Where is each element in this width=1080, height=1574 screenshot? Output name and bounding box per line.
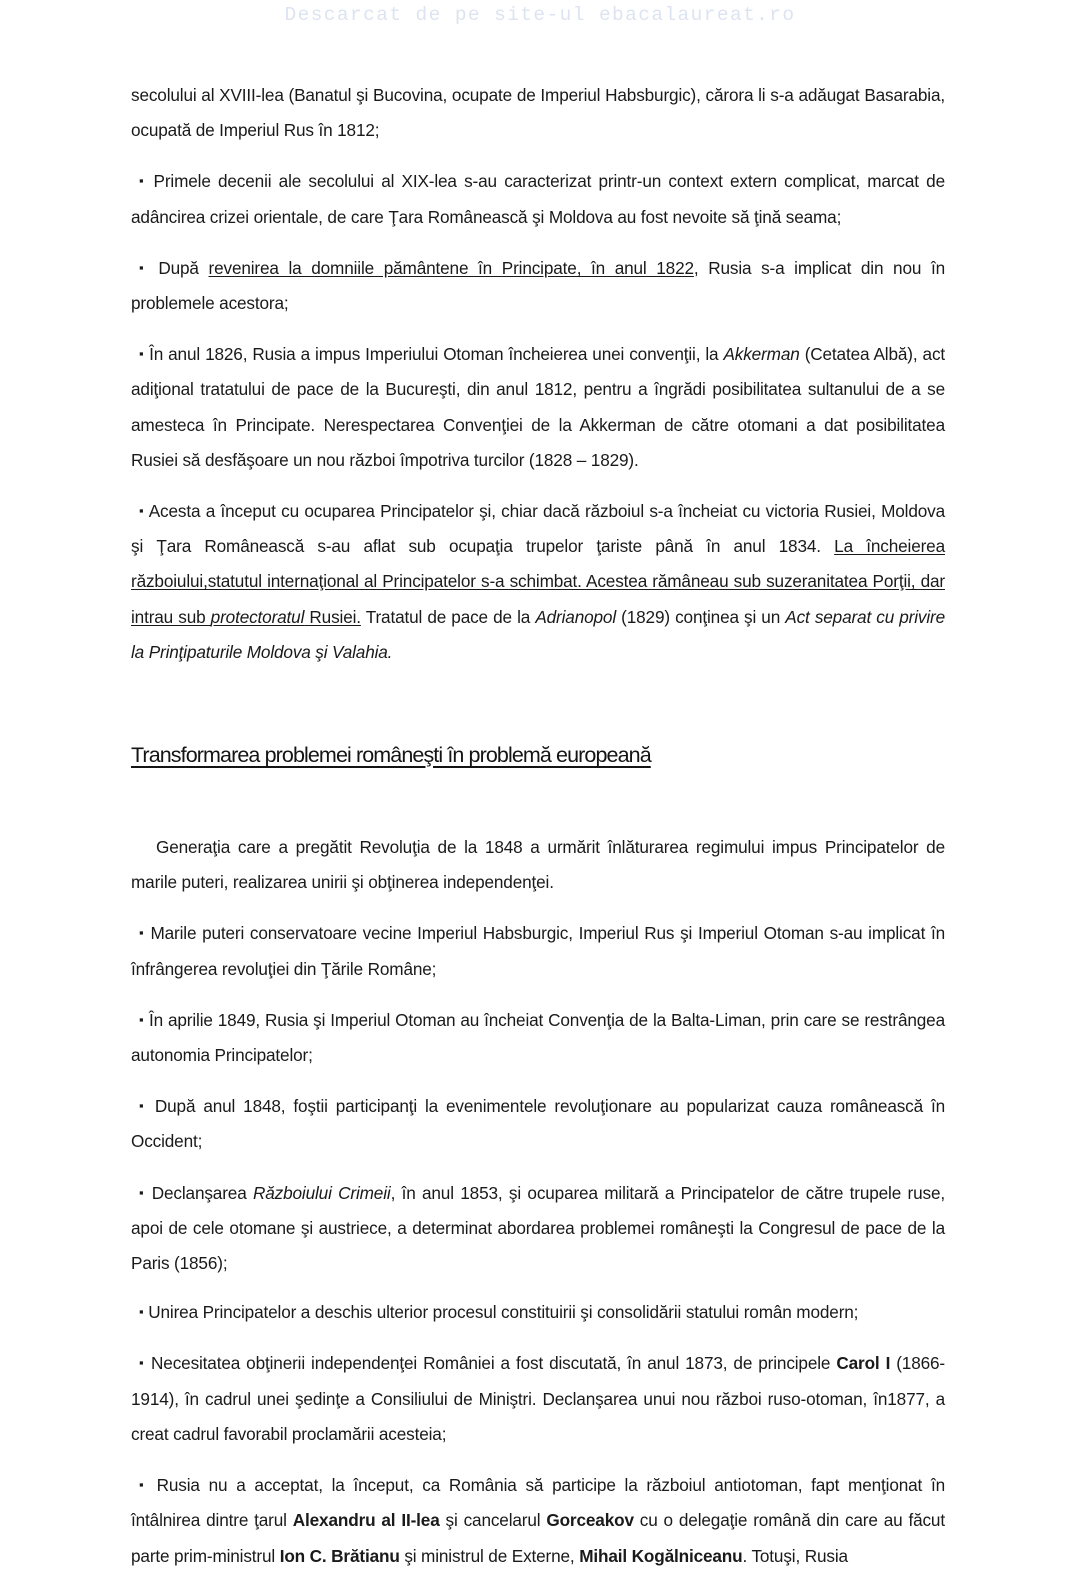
bullet-marker-icon: ▪ xyxy=(139,346,145,362)
underlined-phrase-domnii-pamantene: revenirea la domniile pământene în Principate, în anul 1822 xyxy=(208,257,694,278)
bullet-paragraph-conventia-akkerman xyxy=(131,336,945,478)
paragraph-text: În aprilie 1849, Rusia şi Imperiul Otoman au încheiat Convenţia de la Balta-Liman, prin care se restrângea autonomia Principatelor; xyxy=(131,1009,946,1066)
bold-name-gorceakov: Gorceakov xyxy=(546,1510,634,1531)
bullet-paragraph-balta-liman xyxy=(131,1002,945,1073)
bullet-marker-icon: ▪ xyxy=(139,259,149,275)
paragraph-text: Declanşarea xyxy=(151,1182,253,1203)
paragraph-text: şi cancelarul xyxy=(439,1510,547,1531)
bullet-paragraph-dupa-1848 xyxy=(131,1088,945,1159)
bullet-marker-icon: ▪ xyxy=(139,1011,144,1027)
underlined-phrase-rusiei: Rusiei. xyxy=(304,606,361,627)
underlined-italic-protectoratul: protectoratul xyxy=(210,606,305,627)
underlined-phrase-statut-international: La încheierea războiului,statutul internaţional al Principatelor s-a schimbat. Acestea rămâneau sub suzeranitatea Porţii, dar intrau sub xyxy=(131,536,945,627)
bullet-paragraph-primele-decenii xyxy=(131,163,945,234)
bullet-paragraph-razboiul-crimeii xyxy=(131,1175,945,1282)
bullet-paragraph-independenta-carol xyxy=(131,1345,945,1452)
paragraph-text: Tratatul de pace de la xyxy=(360,606,536,627)
paragraph-text: Generaţia care a pregătit Revoluţia de la 1848 a urmărit înlăturarea regimului impus Principatelor de marile puteri, realizarea unirii şi obţinerea independenţei. xyxy=(131,837,945,893)
bold-name-mihail-kogalniceanu: Mihail Kogălniceanu xyxy=(579,1545,743,1566)
paragraph-text: Unirea Principatelor a deschis ulterior procesul constituirii şi consolidării statului român modern; xyxy=(148,1302,859,1323)
paragraph-text: , Rusia s-a implicat din nou în problemele acestora; xyxy=(131,257,945,314)
paragraph-text: Marile puteri conservatoare vecine Imperiul Habsburgic, Imperiul Rus şi Imperiul Otoman s-au implicat în înfrângerea revoluţiei din Ţările Române; xyxy=(131,923,945,979)
bullet-marker-icon: ▪ xyxy=(139,1477,148,1493)
bullet-paragraph-unirea-principatelor xyxy=(131,1294,945,1330)
bold-name-alexandru-al-ii-lea: Alexandru al II-lea xyxy=(292,1510,440,1531)
paragraph-text: Acesta a început cu ocuparea Principatelor şi, chiar dacă războiul s-a încheiat cu victoria Rusiei, Moldova şi Ţara Românească s-au aflat sub ocupaţia trupelor ţariste până în anul 1834. xyxy=(131,501,945,557)
bullet-paragraph-dupa-revenirea xyxy=(131,250,945,321)
paragraph-generatia-1848 xyxy=(131,830,945,900)
paragraph-text: . Totuşi, Rusia xyxy=(742,1545,848,1566)
paragraph-text: şi ministrul de Externe, xyxy=(399,1545,580,1566)
bullet-marker-icon: ▪ xyxy=(139,173,147,189)
bullet-marker-icon: ▪ xyxy=(139,1184,146,1200)
italic-term-akkerman: Akkerman xyxy=(723,344,800,365)
paragraph-text: Necesitatea obţinerii independenţei României a fost discutată, în anul 1873, de principele xyxy=(151,1353,837,1374)
paragraph-text: (Cetatea Albă), act adiţional tratatului de pace de la Bucureşti, din anul 1812, pentru a îngrădi posibilitatea sultanului de a se amesteca în Principate. Nerespectarea Convenţiei de la Akkerman de către otomani a dat posibilitatea Rusiei să desfăşoare un nou război împotriva turcilor (1828 – 1829). xyxy=(131,344,946,470)
italic-term-act-separat: Act separat cu privire la Prinţipaturile Moldova şi Valahia. xyxy=(131,606,945,662)
italic-term-adrianopol: Adrianopol xyxy=(535,606,617,627)
paragraph-text: După xyxy=(158,257,209,278)
bullet-paragraph-marile-puteri xyxy=(131,915,945,986)
paragraph-text: , în anul 1853, şi ocuparea militară a Principatelor de către trupele ruse, apoi de cele otomane şi austriece, a determinat abordarea problemei româneşti la Congresul de pace de la Paris (1856); xyxy=(131,1182,945,1274)
section-heading: Transformarea problemei româneşti în problemă europeană xyxy=(131,743,651,768)
site-watermark: Descarcat de pe site-ul ebacalaureat.ro xyxy=(284,4,796,26)
paragraph-text: cu o delegaţie română din care au făcut parte prim-ministrul xyxy=(131,1510,945,1566)
section-heading-block xyxy=(131,740,945,770)
paragraph-text: (1866-1914), în cadrul unei şedinţe a Consiliului de Miniştri. Declanşarea unui nou război ruso-otoman, în1877, a creat cadrul favorabil proclamării acesteia; xyxy=(131,1353,946,1444)
document-page xyxy=(131,78,945,1574)
bullet-marker-icon: ▪ xyxy=(139,1098,147,1114)
italic-term-razboiul-crimeii: Războiului Crimeii xyxy=(253,1182,391,1203)
paragraph-continuation xyxy=(131,78,945,148)
bullet-paragraph-acesta-a-inceput xyxy=(131,493,945,670)
paragraph-text: După anul 1848, foştii participanţi la evenimentele revoluţionare au popularizat cauza românească în Occident; xyxy=(131,1096,945,1152)
bullet-marker-icon: ▪ xyxy=(139,1304,144,1320)
bullet-marker-icon: ▪ xyxy=(139,503,145,519)
paragraph-text: secolului al XVIII-lea (Banatul şi Bucovina, ocupate de Imperiul Habsburgic), cărora li s-a adăugat Basarabia, ocupată de Imperiul Rus în 1812; xyxy=(131,85,945,141)
bold-name-ion-c-bratianu: Ion C. Brătianu xyxy=(279,1545,400,1566)
paragraph-text: În anul 1826, Rusia a impus Imperiului Otoman încheierea unei convenţii, la xyxy=(149,344,724,365)
bold-name-carol-i: Carol I xyxy=(836,1353,891,1374)
paragraph-text: Primele decenii ale secolului al XIX-lea s-au caracterizat printr-un context extern complicat, marcat de adâncirea crizei orientale, de care Ţara Românească şi Moldova au fost nevoite să ţină seama; xyxy=(131,171,945,227)
paragraph-text: Rusia nu a acceptat, la început, ca România să participe la războiul antiotoman, fapt menţionat în întâlnirea dintre ţarul xyxy=(131,1475,946,1531)
paragraph-text: (1829) conţinea şi un xyxy=(616,606,786,627)
bullet-marker-icon: ▪ xyxy=(139,925,145,941)
bullet-paragraph-rusia-nu-a-acceptat xyxy=(131,1467,945,1574)
bullet-marker-icon: ▪ xyxy=(139,1355,146,1371)
